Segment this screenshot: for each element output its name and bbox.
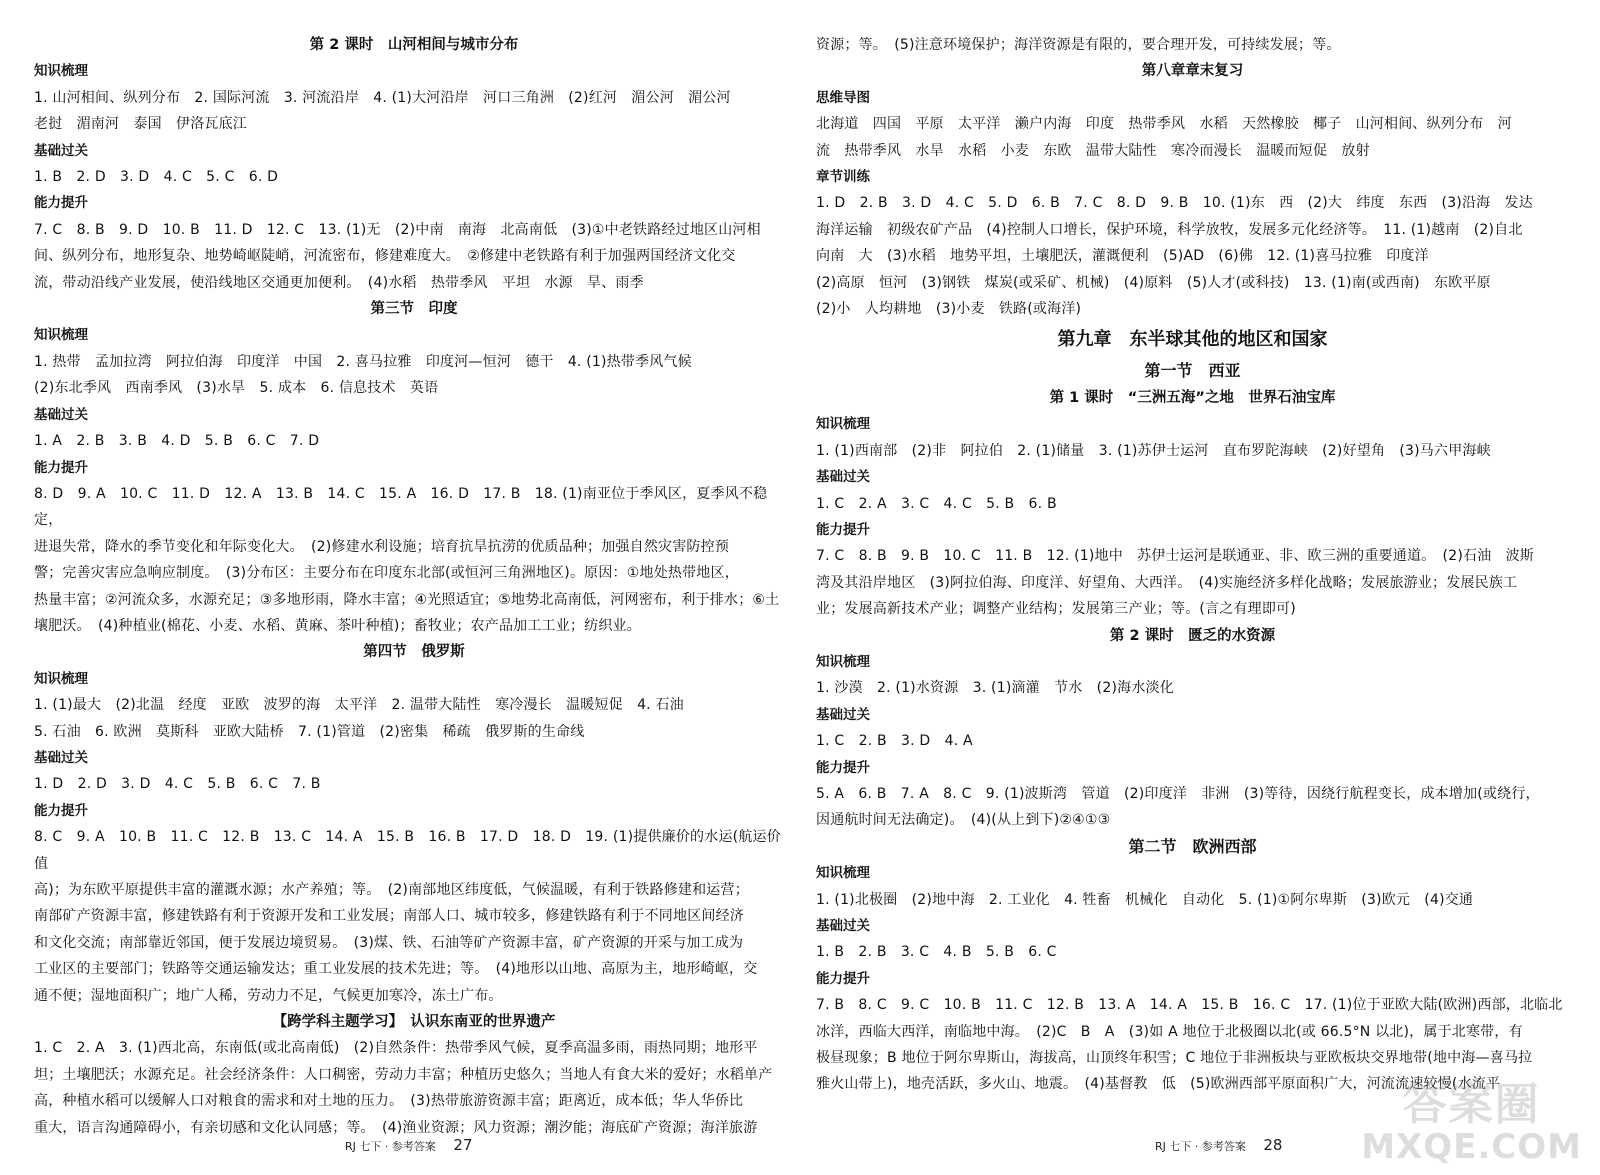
subsection-label: 能力提升 <box>34 195 88 212</box>
subsection-label: 能力提升 <box>816 521 870 538</box>
answer-line: 向南 大 (3)水稻 地势平坦，土壤肥沃，灌溉便利 (5)AD (6)佛 12. (1)喜马拉雅 印度洋 <box>816 248 1429 265</box>
answer-line: 1. (1)最大 (2)北温 经度 亚欧 波罗的海 太平洋 2. 温带大陆性 寒冷漫长 温暖短促 4. 石油 <box>34 697 684 714</box>
answer-line: 1. B 2. D 3. D 4. C 5. C 6. D <box>34 169 279 186</box>
subsection-label: 能力提升 <box>816 759 870 776</box>
subsection-label: 知识梳理 <box>816 653 870 670</box>
answer-line: 1. D 2. B 3. D 4. C 5. D 6. B 7. C 8. D 9. B 10. (1)东 西 (2)大 纬度 东西 (3)沿海 发达 <box>816 195 1533 212</box>
subsection-label: 能力提升 <box>816 970 870 987</box>
answer-line: 5. 石油 6. 欧洲 莫斯科 亚欧大陆桥 7. (1)管道 (2)密集 稀疏 俄罗斯的生命线 <box>34 723 585 740</box>
answer-line: 1. 热带 孟加拉湾 阿拉伯海 印度洋 中国 2. 喜马拉雅 印度河—恒河 德干 4. (1)热带季风气候 <box>34 353 692 370</box>
section-heading: 第二节 欧洲西部 <box>1128 836 1257 856</box>
subsection-label: 知识梳理 <box>816 416 870 433</box>
answer-line: 海洋运输 初级农矿产品 (4)控制人口增长，保护环境，科学放牧，发展多元化经济等。 11. (1)越南 (2)自北 <box>816 221 1523 238</box>
left-page-footer <box>345 1136 472 1154</box>
answer-line: 冰洋，西临大西洋，南临地中海。 (2)C B A (3)如 A 地位于北极圈以北(或 66.5°N 以北)，属于北寒带，有 <box>816 1023 1523 1040</box>
answer-line: 北海道 四国 平原 太平洋 濑户内海 印度 热带季风 水稻 天然橡胶 椰子 山河相间、纵列分布 河 <box>816 116 1512 133</box>
left-footer-label: RJ 七下 · 参考答案 <box>345 1140 436 1153</box>
subsection-label: 基础过关 <box>34 406 88 423</box>
section-heading: 第一节 西亚 <box>1144 361 1241 381</box>
answer-line: 7. C 8. B 9. D 10. B 11. D 12. C 13. (1)无 (2)中南 南海 北高南低 (3)①中老铁路经过地区山河相 <box>34 221 761 238</box>
answer-line: 5. A 6. B 7. A 8. C 9. (1)波斯湾 管道 (2)印度洋 非洲 (3)等待，因绕行航程变长，成本增加(或绕行， <box>816 785 1540 802</box>
answer-line: 通不便；湿地面积广；地广人稀，劳动力不足，气候更加寒冷，冻土广布。 <box>34 987 503 1004</box>
answer-line: 1. A 2. B 3. B 4. D 5. B 6. C 7. D <box>34 433 320 450</box>
answer-line: 1. (1)北极圈 (2)地中海 2. 工业化 4. 牲畜 机械化 自动化 5. (1)①阿尔卑斯 (3)欧元 (4)交通 <box>816 891 1474 908</box>
section-heading: 【跨学科主题学习】 认识东南亚的世界遗产 <box>272 1014 556 1031</box>
answer-line: 因通航时间无法确定)。 (4)(从上到下)②④①③ <box>816 812 1111 829</box>
answer-line: 重大，语言沟通障碍小，有亲切感和文化认同感；等。 (4)渔业资源；风力资源；潮汐能；海底矿产资源；海洋旅游 <box>34 1119 758 1136</box>
answer-line: 1. D 2. D 3. D 4. C 5. B 6. C 7. B <box>34 776 321 793</box>
answer-line: 8. C 9. A 10. B 11. C 12. B 13. C 14. A 15. B 16. B 17. D 18. D 19. (1)提供廉价的水运(航运价值 <box>34 829 781 872</box>
subsection-label: 思维导图 <box>816 89 870 106</box>
answer-line: 热量丰富；②河流众多，水源充足；③多地形雨，降水丰富；④光照适宜；⑤地势北高南低，河网密布，利于排水；⑥土 <box>34 591 780 608</box>
right-page-footer <box>1155 1136 1282 1154</box>
answer-line: 资源；等。 (5)注意环境保护；海洋资源是有限的，要合理开发，可持续发展；等。 <box>816 37 1341 53</box>
answer-line: 工业区的主要部门；铁路等交通运输发达；重工业发展的技术先进；等。 (4)地形以山地、高原为主，地形崎岖，交 <box>34 961 758 978</box>
subsection-label: 能力提升 <box>34 802 88 819</box>
subsection-label: 基础过关 <box>816 706 870 723</box>
section-heading: 第八章章末复习 <box>1141 63 1244 80</box>
subsection-label: 知识梳理 <box>34 670 88 687</box>
subsection-label: 基础过关 <box>34 142 88 159</box>
subsection-label: 知识梳理 <box>34 327 88 344</box>
answer-line: 1. C 2. A 3. (1)西北高，东南低(或北高南低) (2)自然条件：热带季风气候，夏季高温多雨，雨热同期；地形平 <box>34 1040 758 1057</box>
answer-line: 流 热带季风 水旱 水稻 小麦 东欧 温带大陆性 寒冷而漫长 温暖而短促 放射 <box>816 142 1370 159</box>
answer-line: 湾及其沿岸地区 (3)阿拉伯海、印度洋、好望角、大西洋。 (4)实施经济多样化战略；发展旅游业；发展民族工 <box>816 574 1518 591</box>
answer-line: (2)东北季风 西南季风 (3)水旱 5. 成本 6. 信息技术 英语 <box>34 380 439 397</box>
answer-line: 1. B 2. B 3. C 4. B 5. B 6. C <box>816 944 1057 961</box>
answer-line: 1. 沙漠 2. (1)水资源 3. (1)滴灌 节水 (2)海水淡化 <box>816 680 1174 697</box>
section-heading: 第 1 课时 “三洲五海”之地 世界石油宝库 <box>1049 389 1336 406</box>
answer-line: (2)小 人均耕地 (3)小麦 铁路(或海洋) <box>816 301 1082 318</box>
answer-line: 1. C 2. A 3. C 4. C 5. B 6. B <box>816 495 1057 512</box>
left-page-number: 27 <box>453 1136 473 1154</box>
right-footer-label: RJ 七下 · 参考答案 <box>1155 1140 1246 1153</box>
right-page-number: 28 <box>1263 1136 1283 1154</box>
watermark <box>1361 1081 1582 1165</box>
answer-line: 1. C 2. B 3. D 4. A <box>816 733 973 750</box>
section-heading: 第 2 课时 山河相间与城市分布 <box>309 37 519 53</box>
subsection-label: 知识梳理 <box>34 63 88 80</box>
answer-line: 老挝 湄南河 泰国 伊洛瓦底江 <box>34 116 247 133</box>
answer-line: 壤肥沃。 (4)种植业(棉花、小麦、水稻、黄麻、茶叶种植)；畜牧业；农产品加工工业；纺织业。 <box>34 617 641 634</box>
answer-line: 高)；为东欧平原提供丰富的灌溉水源；水产养殖；等。 (2)南部地区纬度低，气候温暖，有利于铁路修建和运营； <box>34 882 749 898</box>
right-page-content <box>816 32 1569 1098</box>
answer-line: 雅火山带上)，地壳活跃，多火山、地震。 (4)基督教 低 (5)欧洲西部平原面积广大，河流流速较慢(水流平 <box>816 1076 1501 1093</box>
section-heading: 第三节 印度 <box>370 301 458 318</box>
section-heading: 第 2 课时 匮乏的水资源 <box>1109 627 1276 644</box>
subsection-label: 基础过关 <box>34 749 88 766</box>
answer-line: 南部矿产资源丰富，修建铁路有利于资源开发和工业发展；南部人口、城市较多，修建铁路有利于不同地区间经济 <box>34 908 744 925</box>
answer-line: 业；发展高新技术产业；调整产业结构；发展第三产业；等。(言之有理即可) <box>816 601 1296 618</box>
answer-line: 进退失常，降水的季节变化和年际变化大。 (2)修建水利设施；培育抗旱抗涝的优质品种；加强自然灾害防控预 <box>34 538 730 555</box>
answer-line: 7. C 8. B 9. B 10. C 11. B 12. (1)地中 苏伊士运河是联通亚、非、欧三洲的重要通道。 (2)石油 波斯 <box>816 548 1534 565</box>
answer-line: 7. B 8. C 9. C 10. B 11. C 12. B 13. A 14. A 15. B 16. C 17. (1)位于亚欧大陆(欧洲)西部，北临北 <box>816 997 1563 1014</box>
left-page-content <box>34 32 794 1141</box>
answer-line: 1. 山河相间、纵列分布 2. 国际河流 3. 河流沿岸 4. (1)大河沿岸 河口三角洲 (2)红河 湄公河 湄公河 <box>34 89 731 106</box>
left-page <box>34 32 794 1175</box>
answer-line: 坦；土壤肥沃；水源充足。社会经济条件：人口稠密，劳动力丰富；种植历史悠久；当地人有食大米的爱好；水稻单产 <box>34 1066 773 1083</box>
right-page <box>816 32 1569 1175</box>
answer-line: 8. D 9. A 10. C 11. D 12. A 13. B 14. C 15. A 16. D 17. B 18. (1)南亚位于季风区，夏季风不稳定， <box>34 485 768 529</box>
chapter-heading: 第九章 东半球其他的地区和国家 <box>1057 329 1328 351</box>
subsection-label: 基础过关 <box>816 469 870 486</box>
answer-line: 流，带动沿线产业发展，使沿线地区交通更加便利。 (4)水稻 热带季风 平坦 水源 旱、雨季 <box>34 274 644 291</box>
subsection-label: 能力提升 <box>34 459 88 476</box>
watermark-logo: 答案圈 <box>1402 1079 1541 1130</box>
subsection-label: 基础过关 <box>816 918 870 934</box>
answer-line: (2)高原 恒河 (3)钢铁 煤炭(或采矿、机械) (4)原料 (5)人才(或科技) 13. (1)南(或西南) 东欧平原 <box>816 274 1491 291</box>
answer-line: 1. (1)西南部 (2)非 阿拉伯 2. (1)储量 3. (1)苏伊士运河 直布罗陀海峡 (2)好望角 (3)马六甲海峡 <box>816 442 1491 459</box>
answer-line: 和文化交流；南部靠近邻国，便于发展边境贸易。 (3)煤、铁、石油等矿产资源丰富，矿产资源的开采与加工成为 <box>34 934 744 951</box>
answer-line: 警；完善灾害应急响应制度。 (3)分布区：主要分布在印度东北部(或恒河三角洲地区)。原因：①地处热带地区， <box>34 565 739 582</box>
watermark-url: MXQE.COM <box>1361 1127 1582 1167</box>
subsection-label: 章节训练 <box>816 169 870 186</box>
answer-line: 高，种植水稻可以缓解人口对粮食的需求和对土地的压力。 (3)热带旅游资源丰富；距离近，成本低；华人华侨比 <box>34 1093 744 1110</box>
subsection-label: 知识梳理 <box>816 865 870 882</box>
section-heading: 第四节 俄罗斯 <box>363 644 465 661</box>
answer-line: 极昼现象；B 地位于阿尔卑斯山，海拔高，山顶终年积雪；C 地位于非洲板块与亚欧板块交界地带(地中海—喜马拉 <box>816 1050 1533 1067</box>
answer-line: 间、纵列分布，地形复杂、地势崎岖陡峭，河流密布，修建难度大。 ②修建中老铁路有利于加强两国经济文化交 <box>34 248 736 265</box>
